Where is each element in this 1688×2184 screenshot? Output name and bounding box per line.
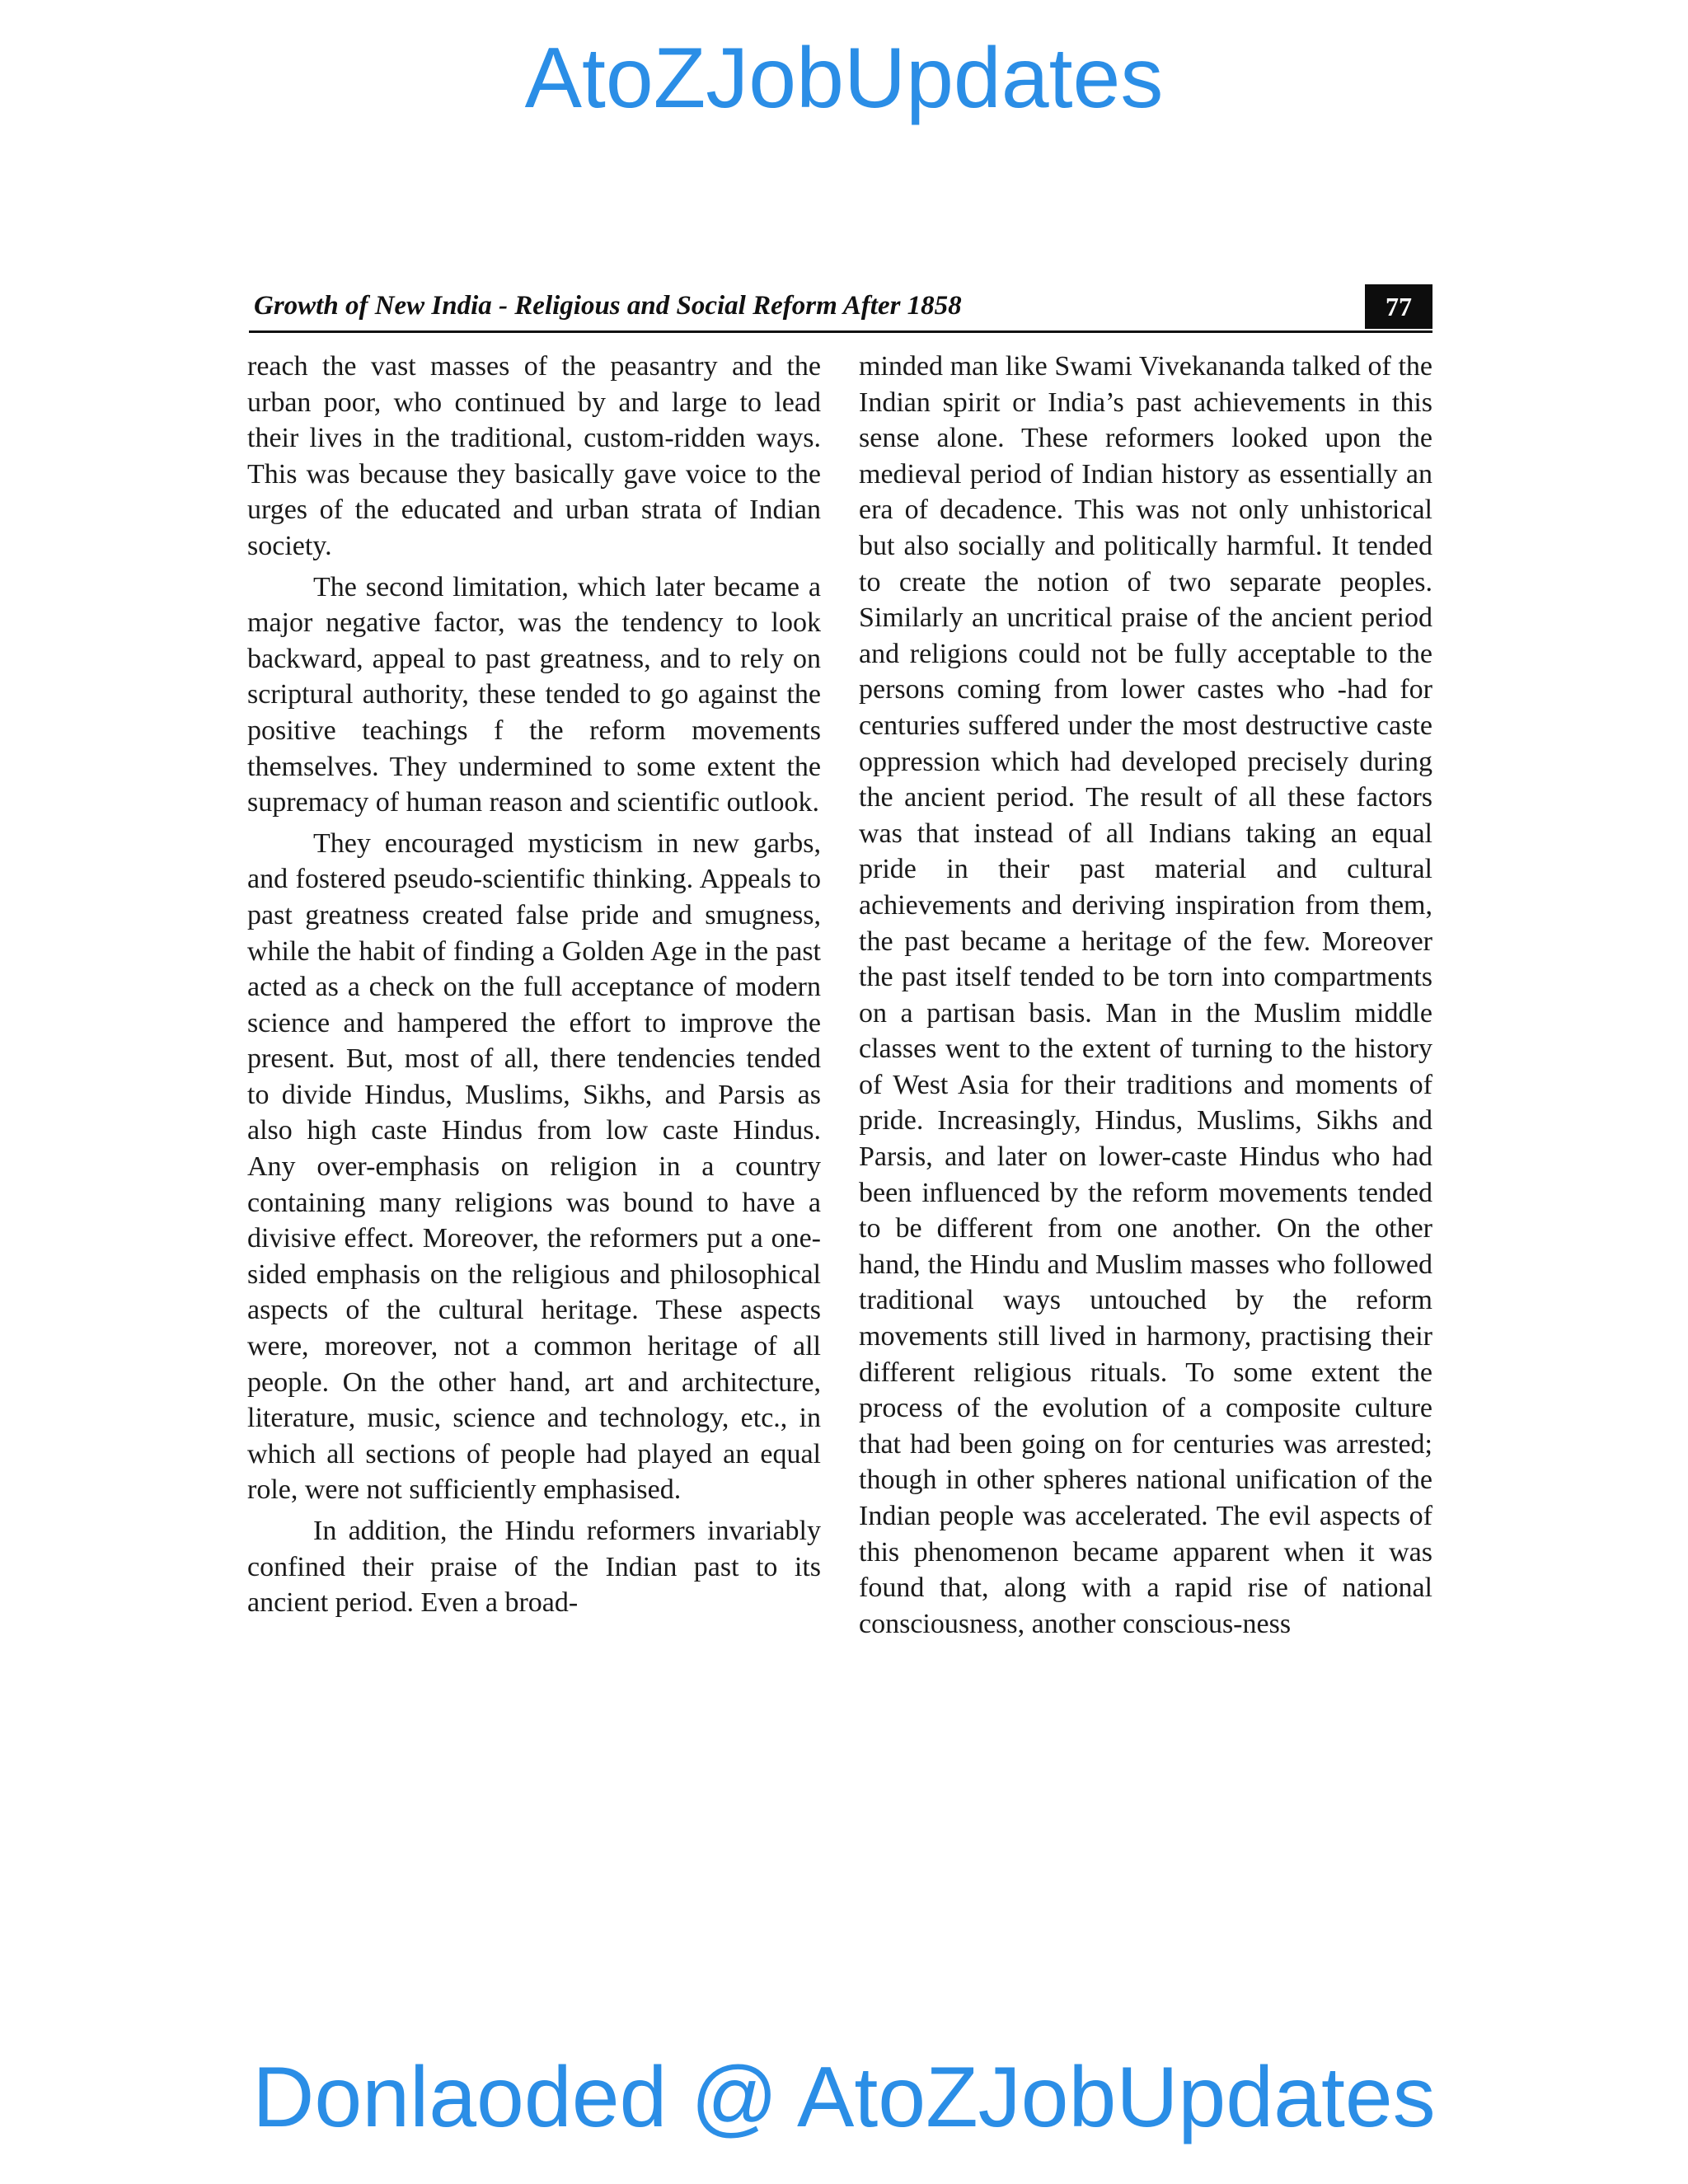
page-number: 77	[1365, 284, 1432, 329]
watermark-top: AtoZJobUpdates	[524, 30, 1164, 126]
paragraph: reach the vast masses of the peasantry and the urban poor, who continued by and large to lead their lives in the traditional, custom-ridden ways. This was because they basically gave voice to the urges of the educated and urban strata of Indian society.	[247, 351, 821, 561]
text-column-right	[859, 349, 1432, 1647]
paragraph: The second limitation, which later became a major negative factor, was the tendency to look backward, appeal to past greatness, and to rely on scriptural authority, these tended to go against the positive teachings f the reform movements themselves. They undermined to some extent the supremacy of human reason and scientific outlook.	[247, 571, 821, 818]
text-column-left	[247, 349, 821, 1626]
paragraph: In addition, the Hindu reformers invariably confined their praise of the Indian past to its ancient period. Even a broad-	[247, 1516, 821, 1619]
running-title: Growth of New India - Religious and Social Reform After 1858	[254, 291, 962, 321]
running-header	[249, 284, 1432, 333]
paragraph: They encouraged mysticism in new garbs, and fostered pseudo-scientific thinking. Appeals to past greatness created false pride and smugness, while the habit of finding a Golden Age in the past acted as a check on the full acceptance of modern science and hampered the effort to improve the present. But, most of all, there tendencies tended to divide Hindus, Muslims, Sikhs, and Parsis as also high caste Hindus from low caste Hindus. Any over-emphasis on religion in a country containing many religions was bound to have a divisive effect. Moreover, the reformers put a one-sided emphasis on the religious and philosophical aspects of the cultural heritage. These aspects were, moreover, not a common heritage of all people. On the other hand, art and architecture, literature, music, science and technology, etc., in which all sections of people had played an equal role, were not sufficiently emphasised.	[247, 827, 821, 1506]
paragraph: minded man like Swami Vivekananda talked of the Indian spirit or India’s past achievements in this sense alone. These reformers looked upon the medieval period of Indian history as essentially an era of decadence. This was not only unhistorical but also socially and politically harmful. It tended to create the notion of two separate peoples. Similarly an uncritical praise of the ancient period and religions could not be fully acceptable to the persons coming from lower castes who -had for centuries suffered under the most destructive caste oppression which had developed precisely during the ancient period. The result of all these factors was that instead of all Indians taking an equal pride in their past material and cultural achievements and deriving inspiration from them, the past became a heritage of the few. Moreover the past itself tended to be torn into compartments on a partisan basis. Man in the Muslim middle classes went to the extent of turning to the history of West Asia for their traditions and moments of pride. Increasingly, Hindus, Muslims, Sikhs and Parsis, and later on lower-caste Hindus who had been influenced by the reform movements tended to be different from one another. On the other hand, the Hindu and Muslim masses who followed traditional ways untouched by the reform movements still lived in harmony, practising their different religious rituals. To some extent the process of the evolution of a composite culture that had been going on for centuries was arrested; though in other spheres national unification of the Indian people was accelerated. The evil aspects of this phenomenon became apparent when it was found that, along with a rapid rise of national consciousness, another conscious-ness	[859, 351, 1432, 1639]
watermark-bottom: Donlaoded @ AtoZJobUpdates	[252, 2050, 1436, 2145]
